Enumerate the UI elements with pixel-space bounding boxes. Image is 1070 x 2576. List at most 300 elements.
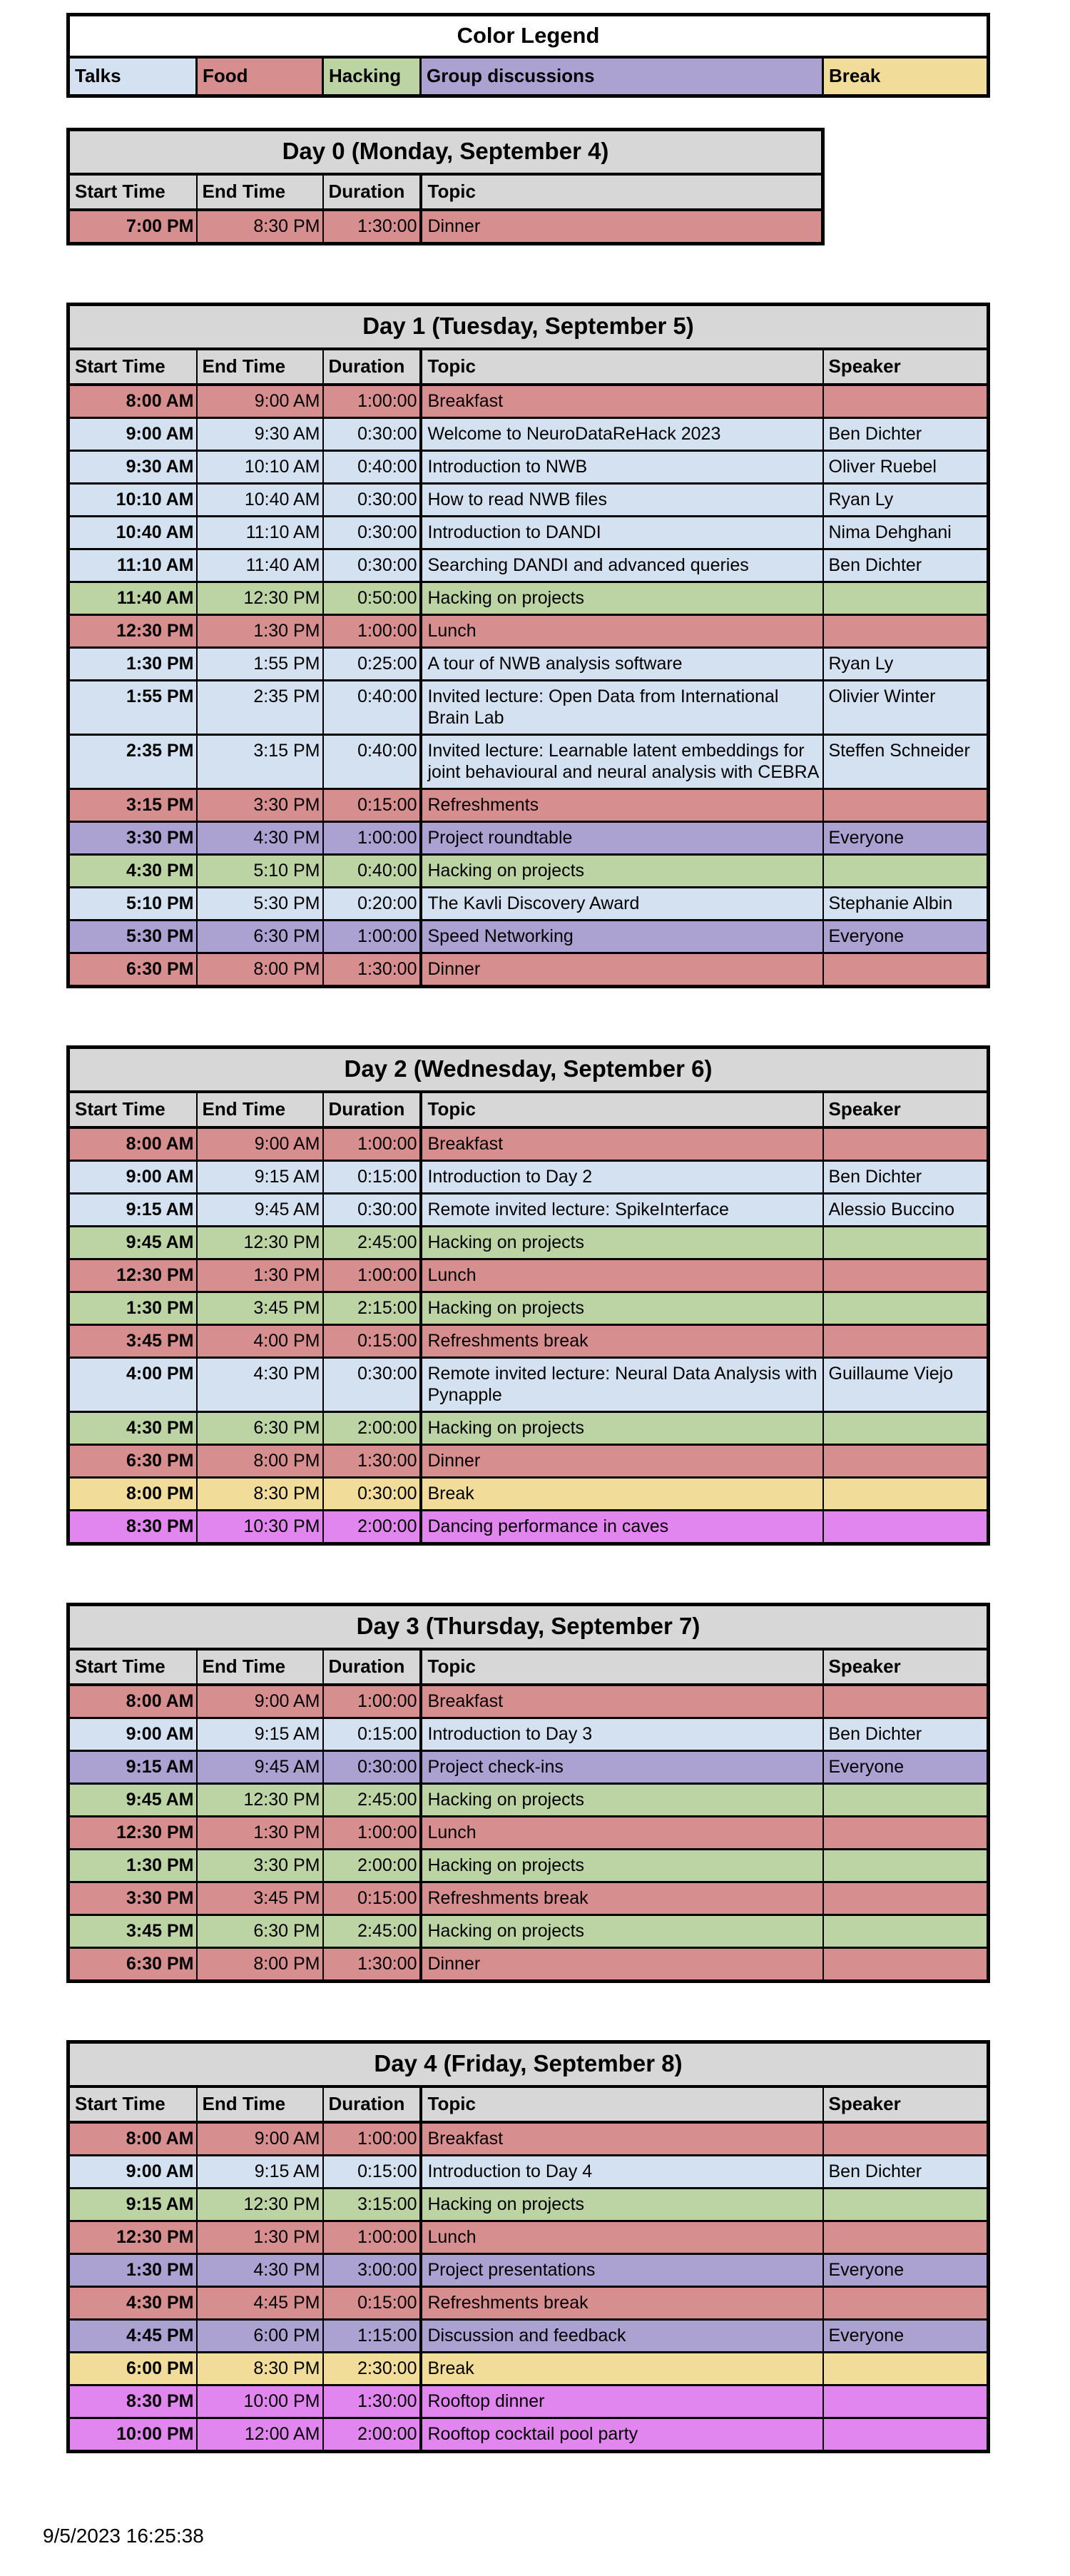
day-title-row xyxy=(68,2042,989,2087)
cell-start-time: 1:30 PM xyxy=(68,1292,197,1325)
cell-start-time: 10:10 AM xyxy=(68,484,197,517)
cell-start-time: 8:00 AM xyxy=(68,2122,197,2156)
cell-speaker xyxy=(823,2287,989,2320)
cell-start-time: 11:40 AM xyxy=(68,582,197,615)
column-header-speaker: Speaker xyxy=(823,349,989,385)
cell-end-time: 9:15 AM xyxy=(197,2156,323,2189)
schedule-row xyxy=(68,385,989,418)
cell-speaker xyxy=(823,1292,989,1325)
cell-start-time: 3:30 PM xyxy=(68,1882,197,1915)
cell-topic: Hacking on projects xyxy=(421,1227,823,1259)
cell-start-time: 4:00 PM xyxy=(68,1358,197,1412)
cell-speaker: Ben Dichter xyxy=(823,1718,989,1751)
cell-start-time: 4:30 PM xyxy=(68,1412,197,1445)
cell-speaker: Ryan Ly xyxy=(823,648,989,681)
cell-start-time: 12:30 PM xyxy=(68,615,197,648)
cell-topic: Dancing performance in caves xyxy=(421,1511,823,1544)
schedule-row xyxy=(68,2353,989,2385)
cell-speaker xyxy=(823,789,989,822)
cell-start-time: 11:10 AM xyxy=(68,549,197,582)
schedule-row xyxy=(68,789,989,822)
cell-start-time: 3:15 PM xyxy=(68,789,197,822)
cell-duration: 0:15:00 xyxy=(323,2287,421,2320)
schedule-row xyxy=(68,1412,989,1445)
cell-topic: Breakfast xyxy=(421,385,823,418)
cell-duration: 0:40:00 xyxy=(323,735,421,789)
cell-topic: Refreshments break xyxy=(421,2287,823,2320)
cell-speaker xyxy=(823,1445,989,1478)
cell-speaker: Stephanie Albin xyxy=(823,888,989,921)
cell-start-time: 4:30 PM xyxy=(68,855,197,888)
cell-end-time: 3:45 PM xyxy=(197,1292,323,1325)
cell-speaker xyxy=(823,2189,989,2221)
cell-speaker: Ben Dichter xyxy=(823,1161,989,1194)
cell-speaker xyxy=(823,1882,989,1915)
cell-end-time: 10:10 AM xyxy=(197,451,323,484)
cell-start-time: 9:15 AM xyxy=(68,1194,197,1227)
schedule-row xyxy=(68,888,989,921)
cell-start-time: 1:30 PM xyxy=(68,648,197,681)
cell-topic: Refreshments xyxy=(421,789,823,822)
column-header-end-time: End Time xyxy=(197,1092,323,1127)
cell-duration: 2:45:00 xyxy=(323,1784,421,1817)
cell-topic: Hacking on projects xyxy=(421,1784,823,1817)
cell-start-time: 8:00 PM xyxy=(68,1478,197,1511)
cell-end-time: 3:15 PM xyxy=(197,735,323,789)
schedule-row xyxy=(68,2156,989,2189)
cell-end-time: 9:00 AM xyxy=(197,1685,323,1718)
cell-end-time: 12:30 PM xyxy=(197,1784,323,1817)
schedule-row xyxy=(68,2122,989,2156)
cell-end-time: 9:15 AM xyxy=(197,1718,323,1751)
cell-topic: How to read NWB files xyxy=(421,484,823,517)
cell-duration: 1:30:00 xyxy=(323,210,421,244)
cell-start-time: 5:10 PM xyxy=(68,888,197,921)
cell-duration: 0:15:00 xyxy=(323,789,421,822)
legend-item-hacking: Hacking xyxy=(323,57,421,96)
cell-duration: 2:00:00 xyxy=(323,1412,421,1445)
cell-speaker: Ben Dichter xyxy=(823,418,989,451)
column-header-start-time: Start Time xyxy=(68,1649,197,1685)
cell-topic: Introduction to Day 4 xyxy=(421,2156,823,2189)
cell-start-time: 9:00 AM xyxy=(68,1161,197,1194)
cell-end-time: 9:45 AM xyxy=(197,1194,323,1227)
cell-start-time: 8:00 AM xyxy=(68,1685,197,1718)
cell-duration: 0:15:00 xyxy=(323,1325,421,1358)
cell-duration: 2:00:00 xyxy=(323,1850,421,1882)
cell-topic: Breakfast xyxy=(421,1127,823,1161)
cell-start-time: 10:40 AM xyxy=(68,517,197,549)
schedule-row xyxy=(68,517,989,549)
schedule-row xyxy=(68,2287,989,2320)
cell-speaker xyxy=(823,1127,989,1161)
cell-end-time: 12:30 PM xyxy=(197,2189,323,2221)
cell-speaker xyxy=(823,1948,989,1982)
schedule-row xyxy=(68,1511,989,1544)
cell-speaker: Steffen Schneider xyxy=(823,735,989,789)
cell-topic: Refreshments break xyxy=(421,1325,823,1358)
cell-end-time: 11:10 AM xyxy=(197,517,323,549)
schedule-row xyxy=(68,418,989,451)
legend-item-food: Food xyxy=(197,57,323,96)
schedule-row xyxy=(68,855,989,888)
schedule-row xyxy=(68,681,989,735)
column-header-topic: Topic xyxy=(421,2086,823,2122)
schedule-row xyxy=(68,735,989,789)
cell-start-time: 12:30 PM xyxy=(68,2221,197,2254)
day-table-1 xyxy=(66,303,990,988)
cell-duration: 1:00:00 xyxy=(323,1259,421,1292)
schedule-row xyxy=(68,1227,989,1259)
column-header-duration: Duration xyxy=(323,1649,421,1685)
day-table-0 xyxy=(66,128,825,245)
cell-duration: 0:20:00 xyxy=(323,888,421,921)
cell-end-time: 3:30 PM xyxy=(197,1850,323,1882)
cell-end-time: 11:40 AM xyxy=(197,549,323,582)
cell-topic: Hacking on projects xyxy=(421,1412,823,1445)
cell-start-time: 12:30 PM xyxy=(68,1259,197,1292)
cell-topic: Rooftop cocktail pool party xyxy=(421,2418,823,2452)
column-header-speaker: Speaker xyxy=(823,2086,989,2122)
cell-speaker: Guillaume Viejo xyxy=(823,1358,989,1412)
cell-duration: 1:00:00 xyxy=(323,615,421,648)
cell-end-time: 10:00 PM xyxy=(197,2385,323,2418)
cell-speaker xyxy=(823,1817,989,1850)
cell-topic: Refreshments break xyxy=(421,1882,823,1915)
schedule-row xyxy=(68,2320,989,2353)
cell-speaker: Everyone xyxy=(823,2320,989,2353)
cell-start-time: 1:30 PM xyxy=(68,2254,197,2287)
cell-end-time: 5:30 PM xyxy=(197,888,323,921)
legend-item-break: Break xyxy=(823,57,989,96)
cell-speaker xyxy=(823,1259,989,1292)
cell-duration: 0:40:00 xyxy=(323,855,421,888)
schedule-row xyxy=(68,2221,989,2254)
cell-end-time: 8:00 PM xyxy=(197,953,323,987)
cell-start-time: 4:30 PM xyxy=(68,2287,197,2320)
schedule-row xyxy=(68,648,989,681)
schedule-row xyxy=(68,210,823,244)
column-header-speaker: Speaker xyxy=(823,1649,989,1685)
cell-end-time: 1:30 PM xyxy=(197,2221,323,2254)
cell-duration: 0:30:00 xyxy=(323,549,421,582)
cell-speaker xyxy=(823,1511,989,1544)
cell-start-time: 3:30 PM xyxy=(68,822,197,855)
cell-duration: 2:15:00 xyxy=(323,1292,421,1325)
cell-duration: 2:45:00 xyxy=(323,1915,421,1948)
cell-speaker: Alessio Buccino xyxy=(823,1194,989,1227)
cell-start-time: 9:15 AM xyxy=(68,1751,197,1784)
cell-topic: Invited lecture: Open Data from International Brain Lab xyxy=(421,681,823,735)
schedule-row xyxy=(68,953,989,987)
cell-start-time: 9:15 AM xyxy=(68,2189,197,2221)
cell-topic: Welcome to NeuroDataReHack 2023 xyxy=(421,418,823,451)
cell-topic: Introduction to Day 3 xyxy=(421,1718,823,1751)
cell-start-time: 9:45 AM xyxy=(68,1227,197,1259)
cell-topic: Lunch xyxy=(421,2221,823,2254)
cell-speaker xyxy=(823,615,989,648)
day-table-2 xyxy=(66,1045,990,1546)
cell-end-time: 2:35 PM xyxy=(197,681,323,735)
schedule-row xyxy=(68,1161,989,1194)
cell-topic: The Kavli Discovery Award xyxy=(421,888,823,921)
cell-end-time: 12:30 PM xyxy=(197,1227,323,1259)
cell-end-time: 6:00 PM xyxy=(197,2320,323,2353)
cell-end-time: 3:45 PM xyxy=(197,1882,323,1915)
cell-duration: 0:30:00 xyxy=(323,517,421,549)
column-header-end-time: End Time xyxy=(197,349,323,385)
cell-end-time: 6:30 PM xyxy=(197,1915,323,1948)
schedule-row xyxy=(68,1445,989,1478)
schedule-row xyxy=(68,1882,989,1915)
cell-duration: 1:30:00 xyxy=(323,1445,421,1478)
cell-start-time: 3:45 PM xyxy=(68,1325,197,1358)
schedule-row xyxy=(68,1325,989,1358)
cell-speaker: Everyone xyxy=(823,921,989,953)
cell-speaker xyxy=(823,2221,989,2254)
cell-end-time: 6:30 PM xyxy=(197,1412,323,1445)
legend-item-talks: Talks xyxy=(68,57,197,96)
cell-speaker xyxy=(823,2385,989,2418)
cell-end-time: 1:30 PM xyxy=(197,1817,323,1850)
day-title: Day 0 (Monday, September 4) xyxy=(68,130,823,175)
column-header-end-time: End Time xyxy=(197,174,323,210)
schedule-row xyxy=(68,2385,989,2418)
cell-start-time: 9:45 AM xyxy=(68,1784,197,1817)
cell-topic: Breakfast xyxy=(421,2122,823,2156)
cell-end-time: 9:00 AM xyxy=(197,2122,323,2156)
schedule-row xyxy=(68,582,989,615)
schedule-row xyxy=(68,1915,989,1948)
column-header-start-time: Start Time xyxy=(68,2086,197,2122)
cell-end-time: 9:15 AM xyxy=(197,1161,323,1194)
legend-title-row xyxy=(68,15,989,58)
schedule-row xyxy=(68,1358,989,1412)
column-header-duration: Duration xyxy=(323,174,421,210)
column-header-duration: Duration xyxy=(323,1092,421,1127)
cell-duration: 1:00:00 xyxy=(323,385,421,418)
cell-topic: Rooftop dinner xyxy=(421,2385,823,2418)
day-title-row xyxy=(68,1605,989,1650)
cell-duration: 3:00:00 xyxy=(323,2254,421,2287)
cell-duration: 1:00:00 xyxy=(323,921,421,953)
schedule-row xyxy=(68,1850,989,1882)
cell-duration: 1:00:00 xyxy=(323,1685,421,1718)
schedule-row xyxy=(68,2254,989,2287)
cell-speaker: Ryan Ly xyxy=(823,484,989,517)
cell-start-time: 8:30 PM xyxy=(68,1511,197,1544)
cell-duration: 3:15:00 xyxy=(323,2189,421,2221)
cell-topic: Invited lecture: Learnable latent embeddings for joint behavioural and neural analysis with CEBRA xyxy=(421,735,823,789)
timestamp: 9/5/2023 16:25:38 xyxy=(43,2525,204,2547)
cell-speaker xyxy=(823,1227,989,1259)
legend-title: Color Legend xyxy=(68,15,989,58)
cell-topic: Dinner xyxy=(421,1445,823,1478)
day-title: Day 2 (Wednesday, September 6) xyxy=(68,1048,989,1092)
schedule-row xyxy=(68,1292,989,1325)
cell-speaker: Nima Dehghani xyxy=(823,517,989,549)
column-header-start-time: Start Time xyxy=(68,174,197,210)
cell-duration: 0:50:00 xyxy=(323,582,421,615)
cell-start-time: 9:00 AM xyxy=(68,2156,197,2189)
day-table-4 xyxy=(66,2040,990,2453)
cell-end-time: 4:00 PM xyxy=(197,1325,323,1358)
day-title: Day 4 (Friday, September 8) xyxy=(68,2042,989,2087)
cell-speaker xyxy=(823,953,989,987)
cell-topic: Breakfast xyxy=(421,1685,823,1718)
cell-topic: Searching DANDI and advanced queries xyxy=(421,549,823,582)
schedule-row xyxy=(68,1685,989,1718)
cell-duration: 0:15:00 xyxy=(323,1882,421,1915)
cell-topic: Project roundtable xyxy=(421,822,823,855)
cell-end-time: 8:00 PM xyxy=(197,1948,323,1982)
cell-start-time: 9:00 AM xyxy=(68,418,197,451)
schedule-row xyxy=(68,921,989,953)
cell-speaker xyxy=(823,855,989,888)
schedule-row xyxy=(68,1948,989,1982)
cell-speaker xyxy=(823,1915,989,1948)
cell-speaker: Everyone xyxy=(823,2254,989,2287)
column-header-duration: Duration xyxy=(323,349,421,385)
legend-row xyxy=(68,57,989,96)
cell-end-time: 9:30 AM xyxy=(197,418,323,451)
day-table-3 xyxy=(66,1603,990,1983)
cell-duration: 1:00:00 xyxy=(323,1817,421,1850)
column-header-row xyxy=(68,174,823,210)
cell-duration: 0:30:00 xyxy=(323,1358,421,1412)
cell-end-time: 6:30 PM xyxy=(197,921,323,953)
cell-end-time: 12:30 PM xyxy=(197,582,323,615)
cell-topic: A tour of NWB analysis software xyxy=(421,648,823,681)
cell-speaker xyxy=(823,582,989,615)
cell-end-time: 9:45 AM xyxy=(197,1751,323,1784)
cell-topic: Introduction to DANDI xyxy=(421,517,823,549)
cell-topic: Remote invited lecture: SpikeInterface xyxy=(421,1194,823,1227)
cell-end-time: 8:00 PM xyxy=(197,1445,323,1478)
cell-duration: 0:15:00 xyxy=(323,2156,421,2189)
cell-duration: 1:00:00 xyxy=(323,2122,421,2156)
cell-end-time: 8:30 PM xyxy=(197,210,323,244)
cell-topic: Hacking on projects xyxy=(421,855,823,888)
cell-start-time: 12:30 PM xyxy=(68,1817,197,1850)
cell-duration: 1:30:00 xyxy=(323,953,421,987)
cell-start-time: 8:00 AM xyxy=(68,1127,197,1161)
column-header-row xyxy=(68,349,989,385)
cell-topic: Dinner xyxy=(421,210,823,244)
column-header-topic: Topic xyxy=(421,1649,823,1685)
cell-duration: 1:00:00 xyxy=(323,2221,421,2254)
schedule-row xyxy=(68,1259,989,1292)
cell-end-time: 1:55 PM xyxy=(197,648,323,681)
cell-duration: 0:30:00 xyxy=(323,1478,421,1511)
cell-topic: Break xyxy=(421,2353,823,2385)
cell-start-time: 7:00 PM xyxy=(68,210,197,244)
cell-duration: 0:30:00 xyxy=(323,418,421,451)
cell-start-time: 6:30 PM xyxy=(68,953,197,987)
cell-start-time: 2:35 PM xyxy=(68,735,197,789)
cell-speaker xyxy=(823,1784,989,1817)
column-header-end-time: End Time xyxy=(197,2086,323,2122)
cell-topic: Lunch xyxy=(421,1259,823,1292)
column-header-row xyxy=(68,1649,989,1685)
column-header-duration: Duration xyxy=(323,2086,421,2122)
cell-end-time: 3:30 PM xyxy=(197,789,323,822)
cell-speaker xyxy=(823,385,989,418)
cell-speaker: Everyone xyxy=(823,822,989,855)
cell-start-time: 6:30 PM xyxy=(68,1948,197,1982)
column-header-row xyxy=(68,1092,989,1127)
cell-duration: 2:45:00 xyxy=(323,1227,421,1259)
cell-start-time: 8:30 PM xyxy=(68,2385,197,2418)
schedule-row xyxy=(68,484,989,517)
cell-duration: 0:30:00 xyxy=(323,1194,421,1227)
cell-start-time: 4:45 PM xyxy=(68,2320,197,2353)
cell-speaker xyxy=(823,1325,989,1358)
cell-topic: Lunch xyxy=(421,615,823,648)
cell-end-time: 4:30 PM xyxy=(197,2254,323,2287)
cell-end-time: 10:30 PM xyxy=(197,1511,323,1544)
schedule-row xyxy=(68,822,989,855)
cell-duration: 1:00:00 xyxy=(323,822,421,855)
cell-speaker xyxy=(823,2418,989,2452)
schedule-row xyxy=(68,1127,989,1161)
day-title-row xyxy=(68,130,823,175)
cell-topic: Hacking on projects xyxy=(421,2189,823,2221)
cell-end-time: 1:30 PM xyxy=(197,1259,323,1292)
cell-start-time: 1:55 PM xyxy=(68,681,197,735)
cell-end-time: 4:45 PM xyxy=(197,2287,323,2320)
day-title-row xyxy=(68,305,989,350)
cell-duration: 1:30:00 xyxy=(323,1948,421,1982)
cell-speaker xyxy=(823,1478,989,1511)
cell-start-time: 10:00 PM xyxy=(68,2418,197,2452)
cell-end-time: 8:30 PM xyxy=(197,2353,323,2385)
cell-end-time: 9:00 AM xyxy=(197,385,323,418)
cell-start-time: 6:00 PM xyxy=(68,2353,197,2385)
cell-duration: 0:25:00 xyxy=(323,648,421,681)
cell-speaker xyxy=(823,1412,989,1445)
cell-speaker xyxy=(823,1685,989,1718)
cell-speaker: Everyone xyxy=(823,1751,989,1784)
cell-topic: Introduction to NWB xyxy=(421,451,823,484)
schedule-row xyxy=(68,549,989,582)
cell-topic: Introduction to Day 2 xyxy=(421,1161,823,1194)
cell-speaker: Olivier Winter xyxy=(823,681,989,735)
cell-topic: Dinner xyxy=(421,953,823,987)
cell-speaker xyxy=(823,2353,989,2385)
cell-duration: 1:00:00 xyxy=(323,1127,421,1161)
cell-duration: 1:15:00 xyxy=(323,2320,421,2353)
cell-speaker xyxy=(823,2122,989,2156)
cell-start-time: 8:00 AM xyxy=(68,385,197,418)
cell-end-time: 5:10 PM xyxy=(197,855,323,888)
cell-end-time: 10:40 AM xyxy=(197,484,323,517)
cell-topic: Hacking on projects xyxy=(421,1850,823,1882)
cell-topic: Hacking on projects xyxy=(421,1915,823,1948)
schedule-row xyxy=(68,1718,989,1751)
cell-duration: 0:40:00 xyxy=(323,451,421,484)
cell-topic: Lunch xyxy=(421,1817,823,1850)
cell-duration: 0:30:00 xyxy=(323,1751,421,1784)
schedule-row xyxy=(68,615,989,648)
schedule-row xyxy=(68,1478,989,1511)
cell-end-time: 1:30 PM xyxy=(197,615,323,648)
cell-speaker: Ben Dichter xyxy=(823,549,989,582)
schedule-row xyxy=(68,1817,989,1850)
cell-duration: 2:00:00 xyxy=(323,2418,421,2452)
cell-duration: 0:15:00 xyxy=(323,1718,421,1751)
day-title: Day 3 (Thursday, September 7) xyxy=(68,1605,989,1650)
